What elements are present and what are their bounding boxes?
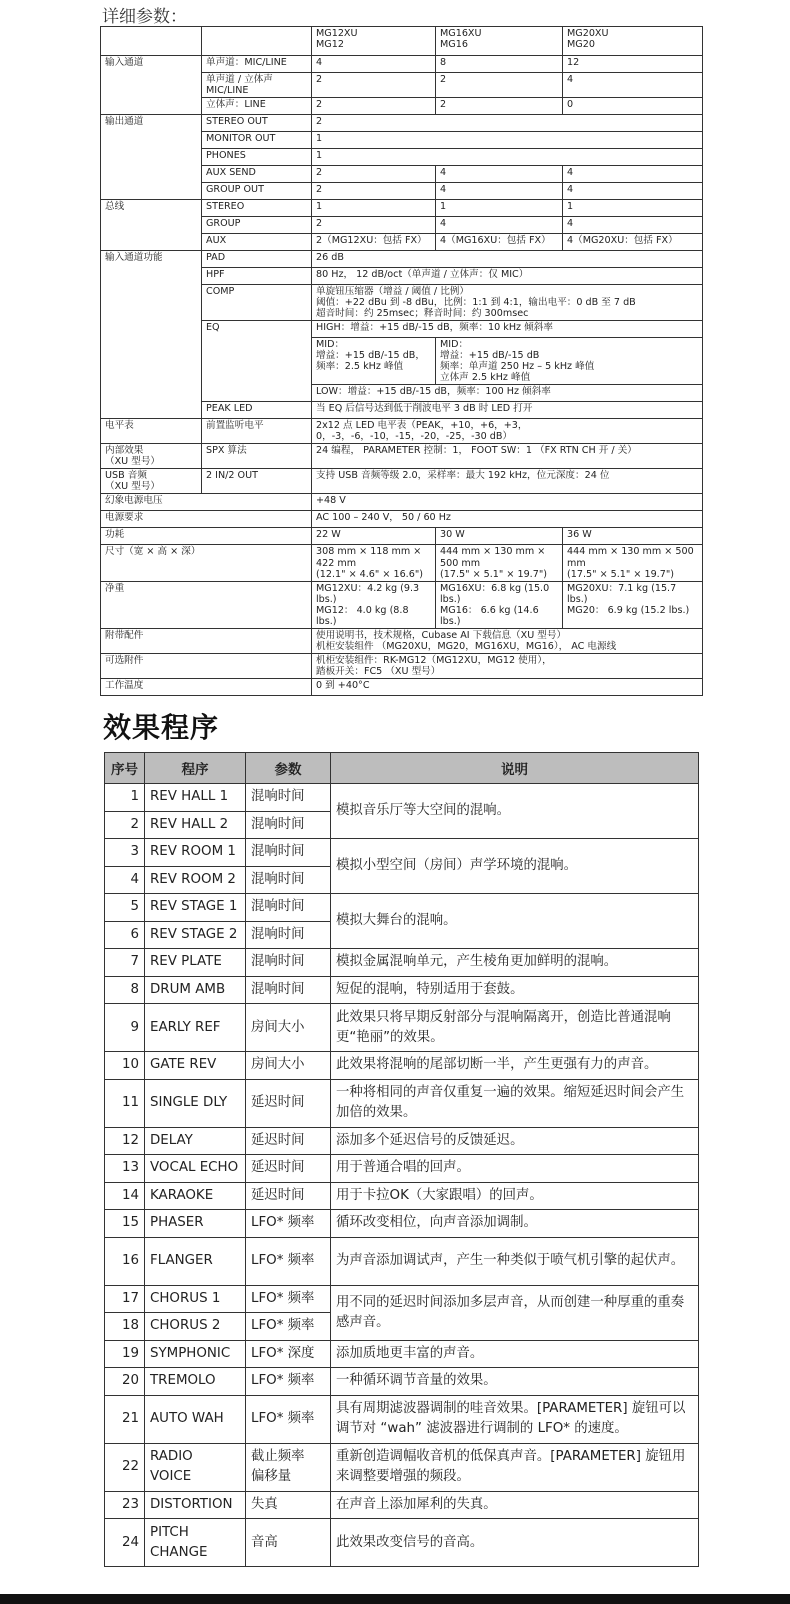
spec-section-title: 详细参数： [102, 7, 187, 27]
effect-program: REV ROOM 1 [145, 839, 246, 867]
spec-cell: 1 [436, 200, 563, 217]
spec-cell: HIGH：增益：+15 dB/-15 dB，频率：10 kHz 倾斜率 [312, 321, 703, 338]
spec-cell [101, 98, 202, 115]
spec-row [101, 545, 703, 581]
spec-cell: USB 音频 （XU 型号） [101, 469, 202, 494]
spec-cell: 4 [563, 217, 703, 234]
spec-cell [101, 321, 202, 338]
effect-row [105, 976, 699, 1004]
effect-program: FLANGER [145, 1237, 246, 1285]
effect-number: 15 [105, 1210, 145, 1238]
effect-program: DELAY [145, 1127, 246, 1155]
spec-cell [202, 338, 312, 385]
spec-cell: 4 [563, 73, 703, 98]
header-desc: 说明 [331, 753, 699, 784]
spec-row [101, 251, 703, 268]
spec-cell: 444 mm × 130 mm × 500 mm (17.5" × 5.1" × 19.7") [436, 545, 563, 581]
spec-cell: 内部效果 （XU 型号） [101, 444, 202, 469]
spec-cell [101, 234, 202, 251]
spec-row [101, 98, 703, 115]
effect-row [105, 1182, 699, 1210]
effect-param: 混响时间 [246, 839, 331, 867]
spec-cell: 可选附件 [101, 653, 312, 678]
spec-cell: 4 [563, 166, 703, 183]
spec-row [101, 678, 703, 695]
effect-description: 此效果只将早期反射部分与混响隔离开，创造比普通混响更“艳丽”的效果。 [331, 1004, 699, 1052]
effect-row [105, 1052, 699, 1080]
spec-row [101, 268, 703, 285]
header-no: 序号 [105, 753, 145, 784]
spec-row [101, 285, 703, 321]
effect-description: 此效果将混响的尾部切断一半，产生更强有力的声音。 [331, 1052, 699, 1080]
effect-param: LFO* 深度 [246, 1340, 331, 1368]
spec-cell: 80 Hz， 12 dB/oct（单声道 / 立体声：仅 MIC） [312, 268, 703, 285]
effect-program: CHORUS 2 [145, 1313, 246, 1341]
spec-cell: SPX 算法 [202, 444, 312, 469]
effect-param: LFO* 频率 [246, 1237, 331, 1285]
spec-row [101, 653, 703, 678]
spec-cell: 4（MG20XU：包括 FX） [563, 234, 703, 251]
effect-description: 用于普通合唱的回声。 [331, 1155, 699, 1183]
effect-program: CHORUS 1 [145, 1285, 246, 1313]
effect-row [105, 1210, 699, 1238]
spec-cell: AUX [202, 234, 312, 251]
spec-cell: STEREO OUT [202, 115, 312, 132]
effect-number: 7 [105, 949, 145, 977]
spec-cell: 22 W [312, 528, 436, 545]
effect-program: REV ROOM 2 [145, 866, 246, 894]
effect-program: REV STAGE 2 [145, 921, 246, 949]
spec-cell: AC 100 – 240 V， 50 / 60 Hz [312, 511, 703, 528]
spec-cell [101, 285, 202, 321]
effect-row [105, 1368, 699, 1396]
spec-cell: 4 [436, 183, 563, 200]
effect-description: 模拟音乐厅等大空间的混响。 [331, 784, 699, 839]
spec-cell [101, 183, 202, 200]
spec-cell: 电源要求 [101, 511, 312, 528]
spec-cell [101, 217, 202, 234]
effect-row [105, 1237, 699, 1285]
spec-cell: 使用说明书，技术规格，Cubase AI 下载信息（XU 型号） 机柜安装组件 （MG20XU，MG20，MG16XU，MG16）， AC 电源线 [312, 628, 703, 653]
effect-description: 添加质地更丰富的声音。 [331, 1340, 699, 1368]
spec-row [101, 56, 703, 73]
spec-cell: 36 W [563, 528, 703, 545]
spec-cell: 2 [312, 183, 436, 200]
spec-header-row [101, 27, 703, 56]
spec-row [101, 444, 703, 469]
spec-cell: 30 W [436, 528, 563, 545]
spec-cell: PHONES [202, 149, 312, 166]
effect-row [105, 1285, 699, 1313]
bottom-bar [0, 1594, 790, 1604]
effect-number: 5 [105, 894, 145, 922]
effect-program: EARLY REF [145, 1004, 246, 1052]
spec-cell [101, 73, 202, 98]
spec-cell: EQ [202, 321, 312, 338]
effect-number: 11 [105, 1079, 145, 1127]
effect-program: RADIO VOICE [145, 1443, 246, 1491]
effect-number: 22 [105, 1443, 145, 1491]
effect-description: 重新创造调幅收音机的低保真声音。[PARAMETER] 旋钮用来调整要增强的频段。 [331, 1443, 699, 1491]
effect-number: 24 [105, 1519, 145, 1567]
spec-cell: 2 [312, 115, 703, 132]
spec-cell [101, 149, 202, 166]
spec-cell: 单声道：MIC/LINE [202, 56, 312, 73]
effect-description: 具有周期滤波器调制的哇音效果。[PARAMETER] 旋钮可以调节对 “wah” 滤波器进行调制的 LFO* 的速度。 [331, 1395, 699, 1443]
effect-number: 13 [105, 1155, 145, 1183]
spec-cell [101, 402, 202, 419]
effect-number: 9 [105, 1004, 145, 1052]
effect-param: 混响时间 [246, 894, 331, 922]
effect-param: 延迟时间 [246, 1127, 331, 1155]
effect-number: 2 [105, 811, 145, 839]
effect-description: 模拟金属混响单元，产生棱角更加鲜明的混响。 [331, 949, 699, 977]
spec-row [101, 149, 703, 166]
effect-param: LFO* 频率 [246, 1285, 331, 1313]
effect-param: LFO* 频率 [246, 1395, 331, 1443]
effect-description: 为声音添加调试声，产生一种类似于喷气机引擎的起伏声。 [331, 1237, 699, 1285]
effect-row [105, 949, 699, 977]
spec-cell: 12 [563, 56, 703, 73]
spec-cell: 1 [563, 200, 703, 217]
spec-row [101, 183, 703, 200]
spec-row [101, 494, 703, 511]
effect-row [105, 1443, 699, 1491]
spec-cell: 4 [312, 56, 436, 73]
spec-cell: MG12XU：4.2 kg (9.3 lbs.) MG12： 4.0 kg (8.8 lbs.) [312, 581, 436, 628]
spec-cell: 4 [436, 217, 563, 234]
spec-row [101, 402, 703, 419]
effect-number: 21 [105, 1395, 145, 1443]
spec-cell: 0 到 +40°C [312, 678, 703, 695]
effect-description: 用于卡拉OK（大家跟唱）的回声。 [331, 1182, 699, 1210]
effect-row [105, 1519, 699, 1567]
effect-number: 18 [105, 1313, 145, 1341]
spec-cell: AUX SEND [202, 166, 312, 183]
spec-cell: MG20XU MG20 [563, 27, 703, 56]
spec-cell: 4 [436, 166, 563, 183]
spec-cell [101, 338, 202, 385]
spec-row [101, 419, 703, 444]
spec-row [101, 528, 703, 545]
effect-program: SINGLE DLY [145, 1079, 246, 1127]
spec-cell [202, 27, 312, 56]
effect-description: 一种循环调节音量的效果。 [331, 1368, 699, 1396]
effect-param: 房间大小 [246, 1004, 331, 1052]
spec-cell: 2 [436, 98, 563, 115]
effects-table [104, 752, 699, 1567]
effect-number: 12 [105, 1127, 145, 1155]
effect-description: 在声音上添加犀利的失真。 [331, 1491, 699, 1519]
effect-row [105, 1155, 699, 1183]
effect-number: 10 [105, 1052, 145, 1080]
spec-row [101, 385, 703, 402]
effect-param: 延迟时间 [246, 1155, 331, 1183]
spec-cell: 2x12 点 LED 电平表（PEAK，+10，+6，+3，0，-3，-6，-10，-15，-20，-25，-30 dB） [312, 419, 703, 444]
effect-param: 混响时间 [246, 976, 331, 1004]
spec-cell: 2 [312, 73, 436, 98]
spec-row [101, 200, 703, 217]
effect-program: SYMPHONIC [145, 1340, 246, 1368]
spec-cell: PEAK LED [202, 402, 312, 419]
effect-description: 添加多个延迟信号的反馈延迟。 [331, 1127, 699, 1155]
effect-param: 延迟时间 [246, 1182, 331, 1210]
effect-description: 模拟大舞台的混响。 [331, 894, 699, 949]
effect-program: REV HALL 2 [145, 811, 246, 839]
effect-row [105, 1127, 699, 1155]
spec-cell: PAD [202, 251, 312, 268]
spec-cell: 4（MG16XU：包括 FX） [436, 234, 563, 251]
effect-row [105, 784, 699, 812]
spec-row [101, 217, 703, 234]
spec-cell [101, 166, 202, 183]
effect-number: 23 [105, 1491, 145, 1519]
effect-program: TREMOLO [145, 1368, 246, 1396]
spec-cell: 机柜安装组件：RK-MG12（MG12XU，MG12 使用）， 踏板开关：FC5 （XU 型号） [312, 653, 703, 678]
spec-cell: 2 [312, 166, 436, 183]
effect-row [105, 1079, 699, 1127]
spec-cell: COMP [202, 285, 312, 321]
effect-program: REV PLATE [145, 949, 246, 977]
effect-param: 音高 [246, 1519, 331, 1567]
spec-cell [101, 385, 202, 402]
spec-cell: 2（MG12XU：包括 FX） [312, 234, 436, 251]
effect-program: VOCAL ECHO [145, 1155, 246, 1183]
effect-description: 用不同的延迟时间添加多层声音，从而创建一种厚重的重奏感声音。 [331, 1285, 699, 1340]
effect-param: LFO* 频率 [246, 1313, 331, 1341]
effect-number: 8 [105, 976, 145, 1004]
spec-cell: 前置监听电平 [202, 419, 312, 444]
effect-number: 17 [105, 1285, 145, 1313]
spec-cell: 功耗 [101, 528, 312, 545]
effect-param: LFO* 频率 [246, 1368, 331, 1396]
effect-program: PITCH CHANGE [145, 1519, 246, 1567]
effect-row [105, 1395, 699, 1443]
effect-row [105, 1340, 699, 1368]
effect-row [105, 839, 699, 867]
spec-cell: 0 [563, 98, 703, 115]
effect-row [105, 894, 699, 922]
effects-header-row [105, 753, 699, 784]
spec-cell: 附带配件 [101, 628, 312, 653]
spec-cell: 单旋钮压缩器（增益 / 阈值 / 比例） 阈值：+22 dBu 到 -8 dBu，比例：1:1 到 4:1，输出电平：0 dB 至 7 dB 超音时间：约 25msec；释音时间：约 300msec [312, 285, 703, 321]
effect-number: 1 [105, 784, 145, 812]
spec-row [101, 469, 703, 494]
effect-number: 3 [105, 839, 145, 867]
spec-cell: 输入通道 [101, 56, 202, 73]
effect-number: 16 [105, 1237, 145, 1285]
spec-cell: HPF [202, 268, 312, 285]
spec-row [101, 234, 703, 251]
effect-param: 延迟时间 [246, 1079, 331, 1127]
spec-cell: MONITOR OUT [202, 132, 312, 149]
effect-param: 混响时间 [246, 811, 331, 839]
effect-param: 混响时间 [246, 949, 331, 977]
spec-cell: LOW：增益：+15 dB/-15 dB，频率：100 Hz 倾斜率 [312, 385, 703, 402]
effect-param: 截止频率 偏移量 [246, 1443, 331, 1491]
spec-cell: 工作温度 [101, 678, 312, 695]
effect-param: 混响时间 [246, 784, 331, 812]
spec-row [101, 73, 703, 98]
spec-cell: 支持 USB 音频等级 2.0，采样率：最大 192 kHz，位元深度：24 位 [312, 469, 703, 494]
spec-cell: MID： 增益：+15 dB/-15 dB 频率：单声道 250 Hz – 5 kHz 峰值 立体声 2.5 kHz 峰值 [436, 338, 703, 385]
effect-description: 此效果改变信号的音高。 [331, 1519, 699, 1567]
spec-cell: 4 [563, 183, 703, 200]
effect-program: KARAOKE [145, 1182, 246, 1210]
spec-cell: GROUP [202, 217, 312, 234]
spec-cell: 2 [436, 73, 563, 98]
spec-cell: 尺寸（宽 × 高 × 深） [101, 545, 312, 581]
spec-cell [101, 27, 202, 56]
spec-cell: 1 [312, 149, 703, 166]
effect-program: PHASER [145, 1210, 246, 1238]
spec-cell: 输出通道 [101, 115, 202, 132]
spec-cell [101, 132, 202, 149]
spec-cell: 26 dB [312, 251, 703, 268]
effect-number: 4 [105, 866, 145, 894]
effect-description: 循环改变相位，向声音添加调制。 [331, 1210, 699, 1238]
spec-cell [101, 268, 202, 285]
spec-cell: MG20XU：7.1 kg (15.7 lbs.) MG20： 6.9 kg (15.2 lbs.) [563, 581, 703, 628]
effect-number: 19 [105, 1340, 145, 1368]
effect-number: 14 [105, 1182, 145, 1210]
spec-cell: 输入通道功能 [101, 251, 202, 268]
spec-cell: 净重 [101, 581, 312, 628]
spec-table [100, 26, 703, 696]
spec-cell: 1 [312, 132, 703, 149]
effect-param: 混响时间 [246, 921, 331, 949]
spec-cell: MG12XU MG12 [312, 27, 436, 56]
effect-row [105, 1491, 699, 1519]
spec-cell: 单声道 / 立体声 MIC/LINE [202, 73, 312, 98]
spec-cell: 1 [312, 200, 436, 217]
effect-number: 20 [105, 1368, 145, 1396]
effect-param: 混响时间 [246, 866, 331, 894]
spec-cell: STEREO [202, 200, 312, 217]
spec-cell: 幻象电源电压 [101, 494, 312, 511]
effects-section-title: 效果程序 [103, 711, 220, 744]
effect-program: AUTO WAH [145, 1395, 246, 1443]
spec-cell: 8 [436, 56, 563, 73]
effect-description: 模拟小型空间（房间）声学环境的混响。 [331, 839, 699, 894]
spec-row [101, 115, 703, 132]
spec-row [101, 132, 703, 149]
header-program: 程序 [145, 753, 246, 784]
spec-cell: 立体声：LINE [202, 98, 312, 115]
spec-cell: 24 编程， PARAMETER 控制：1， FOOT SW：1 （FX RTN CH 开 / 关） [312, 444, 703, 469]
effect-param: 房间大小 [246, 1052, 331, 1080]
spec-cell: 电平表 [101, 419, 202, 444]
spec-cell: GROUP OUT [202, 183, 312, 200]
spec-row [101, 628, 703, 653]
effect-program: REV HALL 1 [145, 784, 246, 812]
spec-row [101, 511, 703, 528]
spec-cell: MID： 增益：+15 dB/-15 dB， 频率：2.5 kHz 峰值 [312, 338, 436, 385]
spec-cell: MG16XU MG16 [436, 27, 563, 56]
spec-row [101, 338, 703, 385]
spec-cell: 2 IN/2 OUT [202, 469, 312, 494]
effect-program: REV STAGE 1 [145, 894, 246, 922]
spec-cell: 444 mm × 130 mm × 500 mm (17.5" × 5.1" × 19.7") [563, 545, 703, 581]
spec-row [101, 581, 703, 628]
spec-cell: MG16XU：6.8 kg (15.0 lbs.) MG16： 6.6 kg (14.6 lbs.) [436, 581, 563, 628]
effect-description: 短促的混响，特别适用于套鼓。 [331, 976, 699, 1004]
effect-param: LFO* 频率 [246, 1210, 331, 1238]
effect-number: 6 [105, 921, 145, 949]
spec-cell: 总线 [101, 200, 202, 217]
effect-param: 失真 [246, 1491, 331, 1519]
spec-cell [202, 385, 312, 402]
spec-cell: 2 [312, 98, 436, 115]
header-param: 参数 [246, 753, 331, 784]
effect-row [105, 1004, 699, 1052]
effect-program: GATE REV [145, 1052, 246, 1080]
spec-cell: +48 V [312, 494, 703, 511]
spec-cell: 308 mm × 118 mm × 422 mm (12.1" × 4.6" × 16.6") [312, 545, 436, 581]
spec-cell: 当 EQ 后信号达到低于削波电平 3 dB 时 LED 打开 [312, 402, 703, 419]
spec-row [101, 321, 703, 338]
effect-description: 一种将相同的声音仅重复一遍的效果。缩短延迟时间会产生加倍的效果。 [331, 1079, 699, 1127]
spec-cell: 2 [312, 217, 436, 234]
spec-row [101, 166, 703, 183]
effect-program: DISTORTION [145, 1491, 246, 1519]
effect-program: DRUM AMB [145, 976, 246, 1004]
